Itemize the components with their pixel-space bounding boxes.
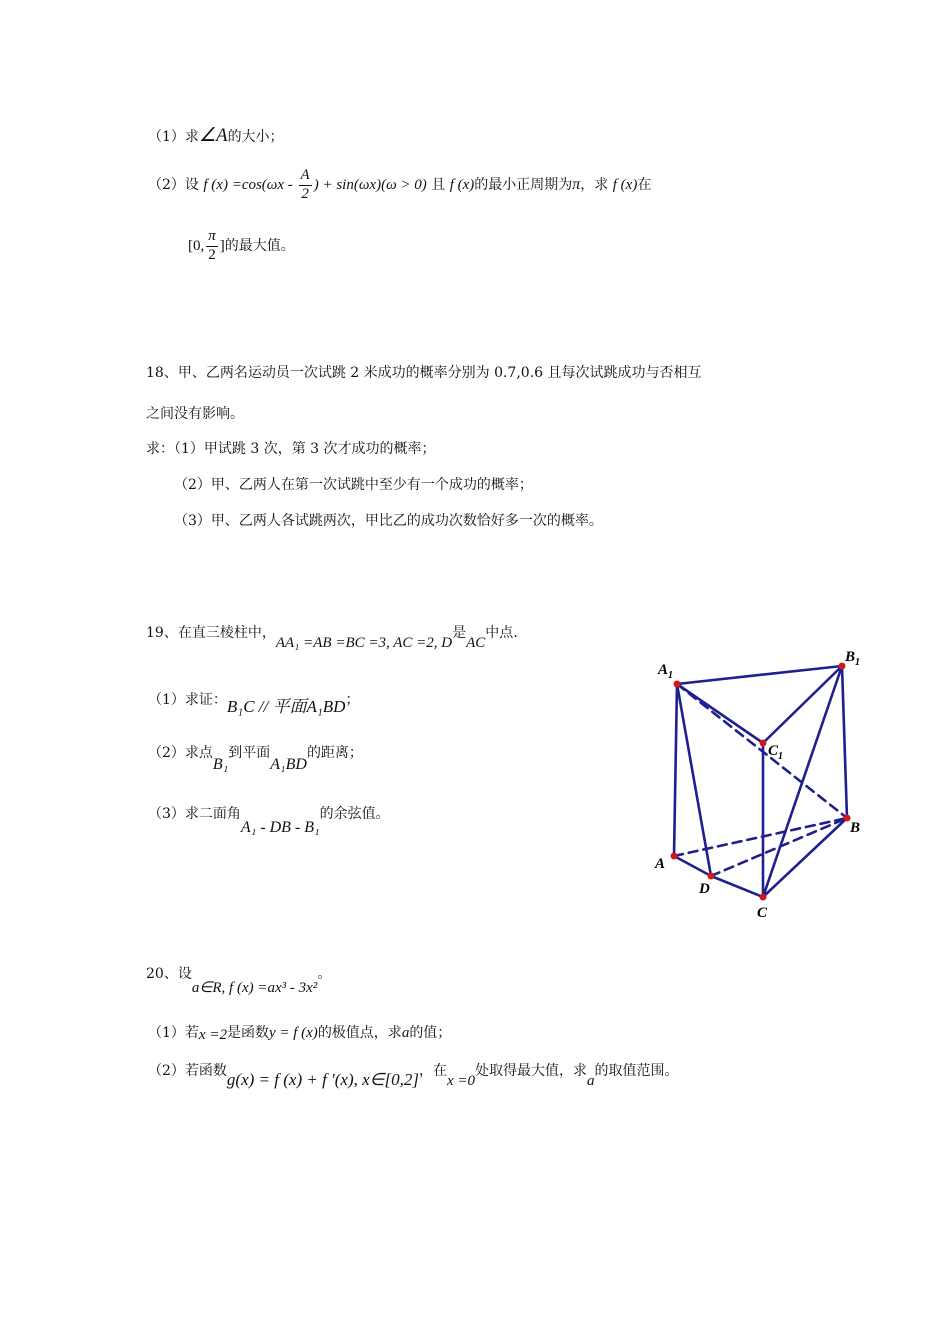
q19-intro-prefix: 19、在直三棱柱中， xyxy=(146,625,276,641)
q17-interval-line xyxy=(188,228,295,264)
q17-fraction-pi-over-2: $\frac{\pi}{2}$ xyxy=(208,228,216,263)
q18-line2: 之间没有影响。 xyxy=(146,406,244,422)
q19-parallel-statement: B₁C // 平面A₁BD xyxy=(226,697,346,716)
q19-part3 xyxy=(148,803,390,836)
q20-part1-mid: 是函数 xyxy=(226,1025,269,1041)
q19-part3-suffix: 的余弦值。 xyxy=(319,806,390,822)
q20-x-equals-0: x =0 xyxy=(446,1073,475,1089)
q20-part1 xyxy=(148,1022,451,1042)
q19-part2 xyxy=(148,742,363,773)
q20-intro-suffix: 。 xyxy=(317,966,332,982)
q17-part2-prefix: （2）设 xyxy=(148,177,199,193)
q19-plane-a1bd: A₁BD xyxy=(270,756,307,773)
q17-text-and: 且 xyxy=(431,177,446,193)
q18-line4: （2）甲、乙两人在第一次试跳中至少有一个成功的概率； xyxy=(174,477,533,493)
q19-intro xyxy=(146,622,518,651)
q18-line3: 求：（1）甲试跳 3 次，第 3 次才成功的概率； xyxy=(146,441,436,457)
vertex-d xyxy=(708,873,715,880)
q20-intro-prefix: 20、设 xyxy=(146,966,192,982)
q17-text-period: 的最小正周期为 xyxy=(474,177,573,193)
edge-a1-b1 xyxy=(677,666,842,684)
prism-diagram xyxy=(650,645,875,930)
q17-fx: f (x) xyxy=(449,177,475,193)
edge-a-b-dashed xyxy=(674,818,847,856)
q19-intro-suffix: 中点. xyxy=(485,625,518,641)
q20-function-def: a∈R, f (x) =ax³ - 3x² xyxy=(191,980,318,996)
q19-part2-suffix: 的距离； xyxy=(306,745,363,761)
q20-part1-mid2: 的极值点，求 xyxy=(317,1025,402,1041)
q20-intro xyxy=(146,963,332,996)
vertex-c1 xyxy=(760,740,767,747)
q17-interval-open: [0, xyxy=(188,238,205,254)
q19-part2-prefix: （2）求点 xyxy=(148,745,213,761)
q20-x-equals-2: x =2 xyxy=(198,1027,227,1043)
q17-part2 xyxy=(148,166,651,204)
q20-part1-prefix: （1）若 xyxy=(148,1025,199,1041)
q17-text-on: 在 xyxy=(637,177,652,193)
edge-d-b-dashed xyxy=(711,818,847,876)
q20-a: a xyxy=(401,1025,410,1041)
label-d: D xyxy=(699,881,710,897)
label-a: A xyxy=(655,856,666,872)
q19-dihedral-angle: A₁ - DB - B₁ xyxy=(240,819,320,836)
q20-part2-mid: ，在 xyxy=(418,1063,447,1079)
prism-edges xyxy=(674,666,847,897)
vertex-a xyxy=(671,853,678,860)
q19-part2-mid: 到平面 xyxy=(228,745,271,761)
q20-part2 xyxy=(148,1060,679,1089)
vertex-c xyxy=(760,894,767,901)
edge-b1-b xyxy=(842,666,847,818)
q20-part2-prefix: （2）若函数 xyxy=(148,1063,227,1079)
q19-given-lengths: AA₁ =AB =BC =3, AC =2, D xyxy=(275,635,453,651)
q19-part1-suffix: ； xyxy=(345,692,360,708)
edge-a1-a xyxy=(674,684,677,856)
q17-part1-prefix: （1）求 xyxy=(148,129,199,145)
q20-part2-suffix: 的取值范围。 xyxy=(594,1063,679,1079)
label-a1: $A_1$ xyxy=(658,662,674,681)
q20-y-equals-fx: y = f (x) xyxy=(268,1025,318,1041)
edge-a1-d xyxy=(677,684,711,876)
q20-g-definition: g(x) = f (x) + f ′(x), x∈[0,2] xyxy=(226,1070,419,1089)
label-b: B xyxy=(850,820,861,836)
label-c1: $C_1$ xyxy=(768,743,784,762)
q17-part1-suffix: 的大小； xyxy=(227,129,284,145)
q17-part1 xyxy=(148,124,284,147)
q17-angle-a: ∠A xyxy=(198,125,228,146)
label-c: C xyxy=(757,905,768,921)
q20-a-2: a xyxy=(587,1073,595,1089)
q17-fx-2: f (x) xyxy=(612,177,638,193)
q17-interval-close: ] xyxy=(219,238,225,254)
edge-d-c xyxy=(711,876,763,897)
q18-line5: （3）甲、乙两人各试跳两次，甲比乙的成功次数恰好多一次的概率。 xyxy=(174,513,603,529)
q19-ac: AC xyxy=(466,635,486,651)
vertex-a1 xyxy=(674,681,681,688)
q17-function-expr: f (x) =cos(ωx - xyxy=(203,177,297,193)
edge-a-d xyxy=(674,856,711,876)
label-b1: $B_1$ xyxy=(845,649,861,668)
q19-part3-prefix: （3）求二面角 xyxy=(148,806,241,822)
q17-pi: π xyxy=(572,176,581,193)
q17-fraction-a-over-2: $\frac{A}{2}$ xyxy=(300,167,310,202)
q19-point-b1: B₁ xyxy=(212,756,229,773)
q17-interval-suffix: 的最大值。 xyxy=(224,238,295,254)
q19-intro-mid: 是 xyxy=(452,625,467,641)
q20-part2-mid2: 处取得最大值，求 xyxy=(475,1063,587,1079)
q19-part1 xyxy=(148,684,360,716)
q20-part1-suffix: 的值； xyxy=(409,1025,452,1041)
q17-text-find: ，求 xyxy=(580,177,609,193)
q18-line1: 18、甲、乙两名运动员一次试跳 2 米成功的概率分别为 0.7,0.6 且每次试跳成功与否相互 xyxy=(146,365,702,381)
q17-function-tail: ) + sin(ωx)(ω > 0) xyxy=(313,177,427,193)
q19-part1-prefix: （1）求证： xyxy=(148,692,227,708)
